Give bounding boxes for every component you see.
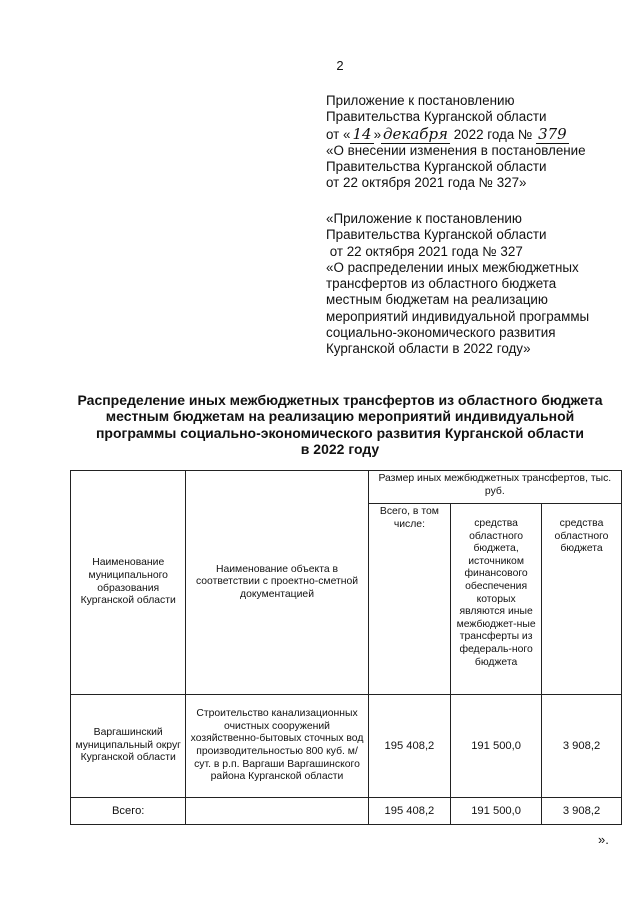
date-mid: » [373, 126, 382, 142]
appendix-quote-line: «Приложение к постановлению [326, 211, 522, 226]
total-federal-source: 191 500,0 [451, 798, 542, 825]
header-row [71, 471, 622, 504]
title-line: программы социально-экономического развития Курганской области [95, 424, 585, 441]
closing-mark: ». [598, 832, 609, 847]
row-municipality: Варгашинский муниципальный округ Курганской области [71, 695, 186, 798]
header-regional: средства областного бюджета [542, 504, 622, 695]
date-year: 2022 года № [453, 126, 533, 142]
appendix-quote-line: от 22 октября 2021 года № 327 [326, 243, 523, 259]
total-object [186, 798, 368, 825]
header-transfer-group: Размер иных межбюджетных трансфертов, тыс. руб. [368, 471, 621, 504]
table-row [71, 695, 622, 798]
header-federal-source: средства областного бюджета, источником финансового обеспечения которых являются иные межбюджет-ные трансферты из федераль-ного бюджета [451, 504, 542, 695]
handwritten-doc-number: 379 [538, 124, 567, 143]
header-municipality: Наименование муниципального образования Курганской области [71, 471, 186, 695]
total-label: Всего: [71, 798, 186, 825]
appendix-quote-line: социально-экономического развития [326, 325, 556, 341]
total-total: 195 408,2 [368, 798, 451, 825]
appendix-quote-line: Курганской области в 2022 году» [326, 341, 531, 357]
appendix-header [326, 93, 586, 192]
row-object: Строительство канализационных очистных сооружений хозяйственно-бытовых сточных вод производительностью 800 куб. м/сут. в р.п. Варгаши Варгашинского района Курганской области [186, 695, 368, 798]
appendix-date-line [326, 126, 586, 143]
total-regional: 3 908,2 [542, 798, 622, 825]
document-title [60, 392, 620, 458]
appendix-quote [326, 211, 589, 358]
appendix-quote-line: мероприятий индивидуальной программы [326, 308, 590, 324]
title-line: местным бюджетам на реализацию мероприятий индивидуальной [105, 408, 575, 425]
appendix-quote-line: трансфертов из областного бюджета [326, 276, 557, 292]
page-number: 2 [336, 58, 344, 73]
appendix-quote-line: Правительства Курганской области [326, 227, 547, 243]
appendix-header-line: «О внесении изменения в постановление [326, 142, 586, 158]
row-total: 195 408,2 [368, 695, 451, 798]
appendix-header-line: Приложение к постановлению [326, 93, 515, 108]
header-total: Всего, в том числе: [368, 504, 451, 695]
appendix-quote-line: местным бюджетам на реализацию [326, 292, 548, 308]
total-row [71, 798, 622, 825]
transfers-table [70, 470, 622, 825]
appendix-quote-line: «О распределении иных межбюджетных [326, 259, 579, 275]
title-line: в 2022 году [300, 441, 380, 458]
appendix-header-line: Правительства Курганской области [326, 109, 547, 125]
appendix-header-line: от 22 октября 2021 года № 327» [326, 175, 527, 191]
header-object: Наименование объекта в соответствии с проектно-сметной документацией [186, 471, 368, 695]
row-federal-source: 191 500,0 [451, 695, 542, 798]
handwritten-month: декабря [383, 124, 448, 143]
date-prefix: от « [326, 126, 351, 142]
appendix-header-line: Правительства Курганской области [326, 159, 547, 175]
row-regional: 3 908,2 [542, 695, 622, 798]
handwritten-day: 14 [352, 124, 372, 143]
title-line: Распределение иных межбюджетных трансфертов из областного бюджета [77, 392, 603, 408]
